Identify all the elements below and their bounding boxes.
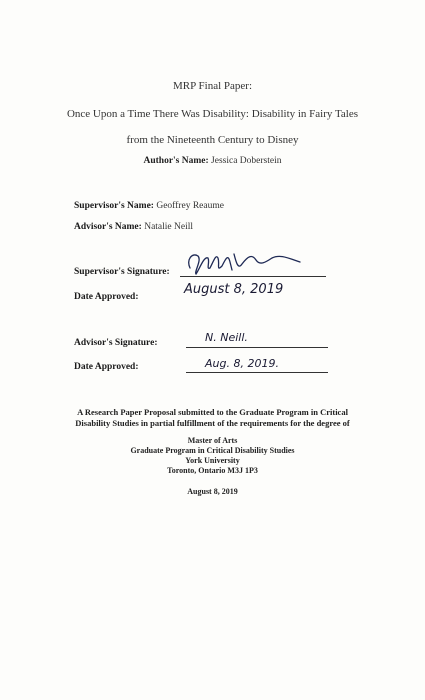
submission-line-2: Disability Studies in partial fulfillment of the requirements for the degree of — [75, 418, 350, 428]
paper-title-line-1: Once Upon a Time There Was Disability: Disability in Fairy Tales — [66, 108, 359, 120]
supervisor-label: Supervisor's Name: — [74, 201, 154, 211]
submission-line-1: A Research Paper Proposal submitted to the Graduate Program in Critical — [77, 407, 348, 417]
degree: Master of Arts — [187, 436, 238, 445]
advisor-name: Natalie Neill — [144, 222, 194, 232]
advisor-signature-line — [186, 347, 328, 348]
location: Toronto, Ontario M3J 1P3 — [167, 466, 258, 475]
supervisor-date-handwritten: August 8, 2019 — [184, 282, 284, 297]
degree-block — [0, 436, 425, 476]
document-date: August 8, 2019 — [187, 487, 238, 496]
supervisor-signature-label: Supervisor's Signature: — [74, 267, 170, 277]
supervisor-name: Geoffrey Reaume — [156, 201, 224, 211]
date-approved-label-1: Date Approved: — [74, 292, 139, 302]
paper-title-line-2: from the Nineteenth Century to Disney — [126, 134, 299, 146]
program: Graduate Program in Critical Disability Studies — [130, 446, 295, 455]
advisor-date-line — [186, 372, 328, 373]
advisor-row — [74, 222, 193, 232]
supervisor-signature-line — [180, 276, 326, 277]
advisor-date-handwritten: Aug. 8, 2019. — [205, 357, 279, 370]
advisor-signature-handwritten: N. Neill. — [205, 331, 248, 344]
supervisor-row — [74, 201, 224, 211]
author-row — [0, 156, 425, 166]
author-name: Jessica Doberstein — [211, 156, 282, 166]
author-label: Author's Name: — [143, 156, 209, 166]
submission-statement — [0, 407, 425, 429]
supervisor-signature-image — [182, 248, 302, 278]
advisor-label: Advisor's Name: — [74, 222, 142, 232]
university: York University — [185, 456, 240, 465]
date-approved-label-2: Date Approved: — [74, 362, 139, 372]
paper-heading: MRP Final Paper: — [172, 80, 253, 92]
advisor-signature-label: Advisor's Signature: — [74, 338, 158, 348]
